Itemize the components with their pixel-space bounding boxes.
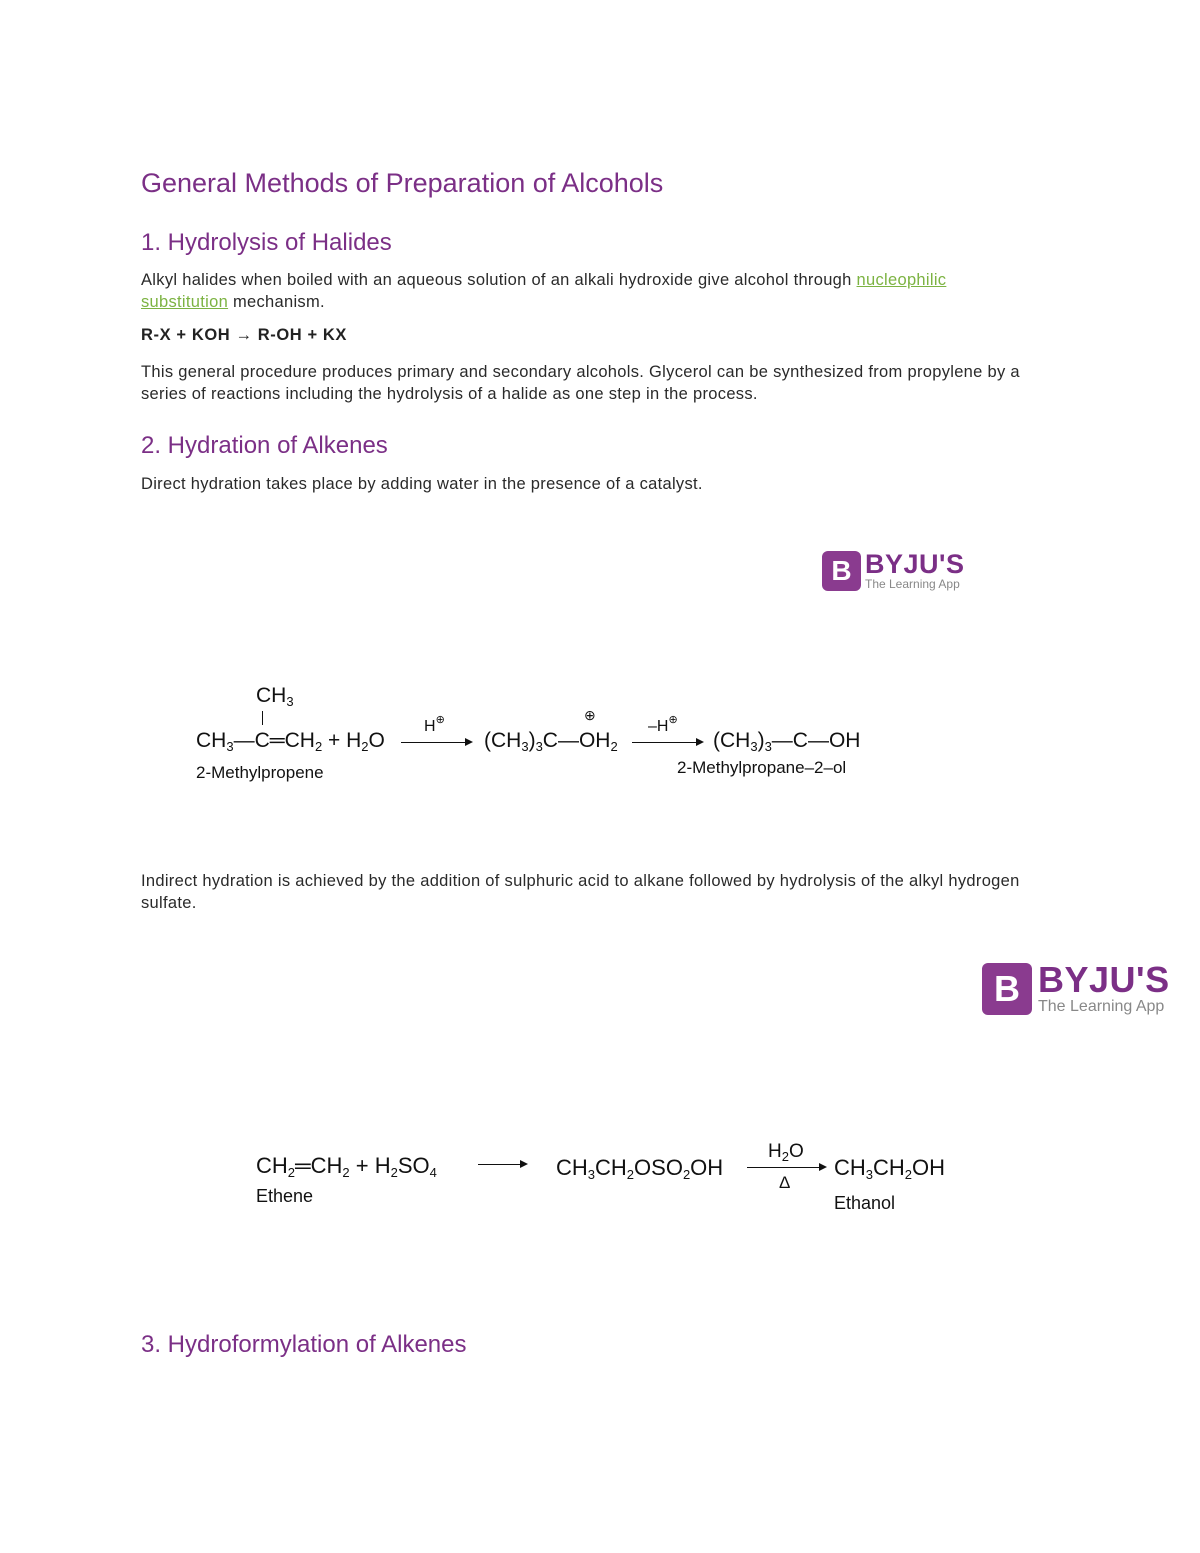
r1-mid-d-sub: 2 bbox=[610, 739, 618, 754]
reactant-2-methylpropene bbox=[196, 729, 385, 754]
oxonium-charge: ⊕ bbox=[584, 707, 596, 723]
byjus-logo bbox=[822, 551, 964, 591]
r1-mid-a: (CH bbox=[484, 729, 522, 752]
ethene-label: Ethene bbox=[256, 1186, 314, 1206]
r1-mid-a-sub: 3 bbox=[521, 739, 529, 754]
ethanol-label: Ethanol bbox=[834, 1193, 896, 1213]
r2-left-a: CH bbox=[256, 1153, 288, 1178]
r2-acid-mid: SO bbox=[397, 1153, 430, 1178]
r1-arrow1-text: H bbox=[424, 718, 436, 735]
link-text-a: nucleophilic bbox=[856, 271, 947, 289]
r2-mid-b-sub: 2 bbox=[626, 1167, 635, 1182]
r2-mid-a-sub: 3 bbox=[587, 1167, 596, 1182]
byjus-logo-2 bbox=[982, 959, 1170, 1016]
byjus-logo-mark: B bbox=[822, 551, 861, 591]
hydrolysis-paragraph-2: This general procedure produces primary and secondary alcohols. Glycerol can be synthesized from propylene by a series of reactions including the hydrolysis of a halide as one step in the process. bbox=[141, 363, 1020, 403]
product-2-methylpropane-2-ol bbox=[713, 729, 860, 754]
reaction-arrow-1 bbox=[401, 742, 471, 743]
link-text-b: substitution bbox=[141, 292, 229, 311]
r1-left-b-sub: 2 bbox=[314, 739, 323, 754]
r2-mid-c-sub: 2 bbox=[682, 1167, 691, 1182]
section-heading-hydration: 2. Hydration of Alkenes bbox=[141, 432, 388, 459]
r1-left-a: CH bbox=[196, 729, 227, 752]
r2-left-a-sub: 2 bbox=[287, 1165, 296, 1180]
r1-right-a-sub: 3 bbox=[750, 739, 758, 754]
r2-mid-d: OH bbox=[690, 1155, 724, 1180]
r2-right-b-sub: 2 bbox=[904, 1167, 913, 1182]
product-ethanol-formula bbox=[834, 1155, 945, 1182]
byjus-logo-text bbox=[865, 551, 964, 591]
methyl-group-label bbox=[256, 684, 294, 709]
reaction-arrow-4 bbox=[747, 1167, 825, 1168]
methyl-sub: 3 bbox=[286, 694, 294, 709]
r2-mid-a: CH bbox=[556, 1155, 588, 1180]
r1-right-a: (CH bbox=[713, 729, 751, 752]
r2-arrow-top-end: O bbox=[788, 1141, 804, 1162]
byjus-logo-2-mark: B bbox=[982, 963, 1032, 1015]
r2-arrow-top-a: H bbox=[768, 1141, 782, 1162]
byjus-logo-2-text bbox=[1038, 959, 1170, 1016]
r1-plus-water: + H bbox=[322, 729, 362, 752]
r1-left-b: —C═CH bbox=[233, 729, 315, 752]
r2-arrow-top-sub: 2 bbox=[781, 1149, 789, 1164]
reaction-arrow-3 bbox=[478, 1164, 526, 1165]
r1-arrow2-text: –H bbox=[648, 718, 669, 735]
section-heading-hydroformylation: 3. Hydroformylation of Alkenes bbox=[141, 1331, 467, 1358]
direct-hydration-paragraph: Direct hydration takes place by adding water in the presence of a catalyst. bbox=[141, 475, 703, 493]
r1-left-a-sub: 3 bbox=[226, 739, 234, 754]
r2-left-b: ═CH bbox=[295, 1153, 343, 1178]
r1-arrow2-sup: ⊕ bbox=[668, 714, 678, 726]
r2-arrow-bottom-label: Δ bbox=[779, 1173, 791, 1192]
r2-right-a-sub: 3 bbox=[865, 1167, 874, 1182]
r2-left-b-sub: 2 bbox=[342, 1165, 350, 1180]
r2-right-b: CH bbox=[873, 1155, 905, 1180]
r2-plus-acid: + H bbox=[349, 1153, 391, 1178]
r1-mid-c: C— bbox=[542, 729, 579, 752]
r2-mid-b: CH bbox=[595, 1155, 627, 1180]
r1-water-end: O bbox=[368, 729, 385, 752]
r1-arrow2-label bbox=[648, 713, 678, 736]
methyl-text: CH bbox=[256, 684, 287, 707]
r2-right-a: CH bbox=[834, 1155, 866, 1180]
hydrolysis-paragraph bbox=[141, 270, 1071, 313]
r1-right-c: —C—OH bbox=[771, 729, 861, 752]
intermediate-ethyl-hydrogen-sulfate bbox=[556, 1155, 723, 1182]
r1-mid-d: OH bbox=[578, 729, 611, 752]
reactant-name-label: 2-Methylpropene bbox=[196, 763, 324, 782]
r1-mid-b-sub: 3 bbox=[535, 739, 543, 754]
indirect-hydration-paragraph: Indirect hydration is achieved by the addition of sulphuric acid to alkane followed by hydrolysis of the alkyl hydrogen sulfate. bbox=[141, 872, 1020, 912]
page-title: General Methods of Preparation of Alcohols bbox=[141, 168, 664, 198]
byjus-logo-2-name: BYJU'S bbox=[1038, 959, 1170, 1000]
r1-water-sub: 2 bbox=[361, 739, 369, 754]
reactant-ethene-equation bbox=[256, 1153, 437, 1180]
r1-arrow1-label bbox=[424, 713, 445, 736]
r2-arrow-top-label bbox=[768, 1141, 804, 1164]
section-heading-hydrolysis: 1. Hydrolysis of Halides bbox=[141, 229, 392, 256]
product-name-label: 2-Methylpropane–2–ol bbox=[677, 758, 847, 777]
hydrolysis-text: Alkyl halides when boiled with an aqueous solution of an alkali hydroxide give alcohol through bbox=[141, 271, 857, 289]
r2-acid-sub2: 4 bbox=[429, 1165, 437, 1180]
byjus-logo-tagline: The Learning App bbox=[865, 577, 960, 591]
r2-mid-c: OSO bbox=[634, 1155, 683, 1180]
byjus-logo-name: BYJU'S bbox=[865, 549, 965, 579]
r1-right-b-sub: 3 bbox=[764, 739, 772, 754]
reaction-arrow-2 bbox=[632, 742, 702, 743]
hydrolysis-equation: R-X + KOH → R-OH + KX bbox=[141, 326, 348, 344]
methyl-bond-line bbox=[262, 711, 263, 725]
r1-mid-b: ) bbox=[528, 729, 536, 752]
hydrolysis-text-end: mechanism. bbox=[228, 292, 325, 311]
r2-acid-sub: 2 bbox=[390, 1165, 398, 1180]
byjus-logo-2-tagline: The Learning App bbox=[1038, 998, 1165, 1015]
r1-arrow1-sup: ⊕ bbox=[435, 714, 445, 726]
r1-right-b: ) bbox=[757, 729, 765, 752]
intermediate-oxonium bbox=[484, 729, 618, 754]
r2-right-c: OH bbox=[912, 1155, 946, 1180]
